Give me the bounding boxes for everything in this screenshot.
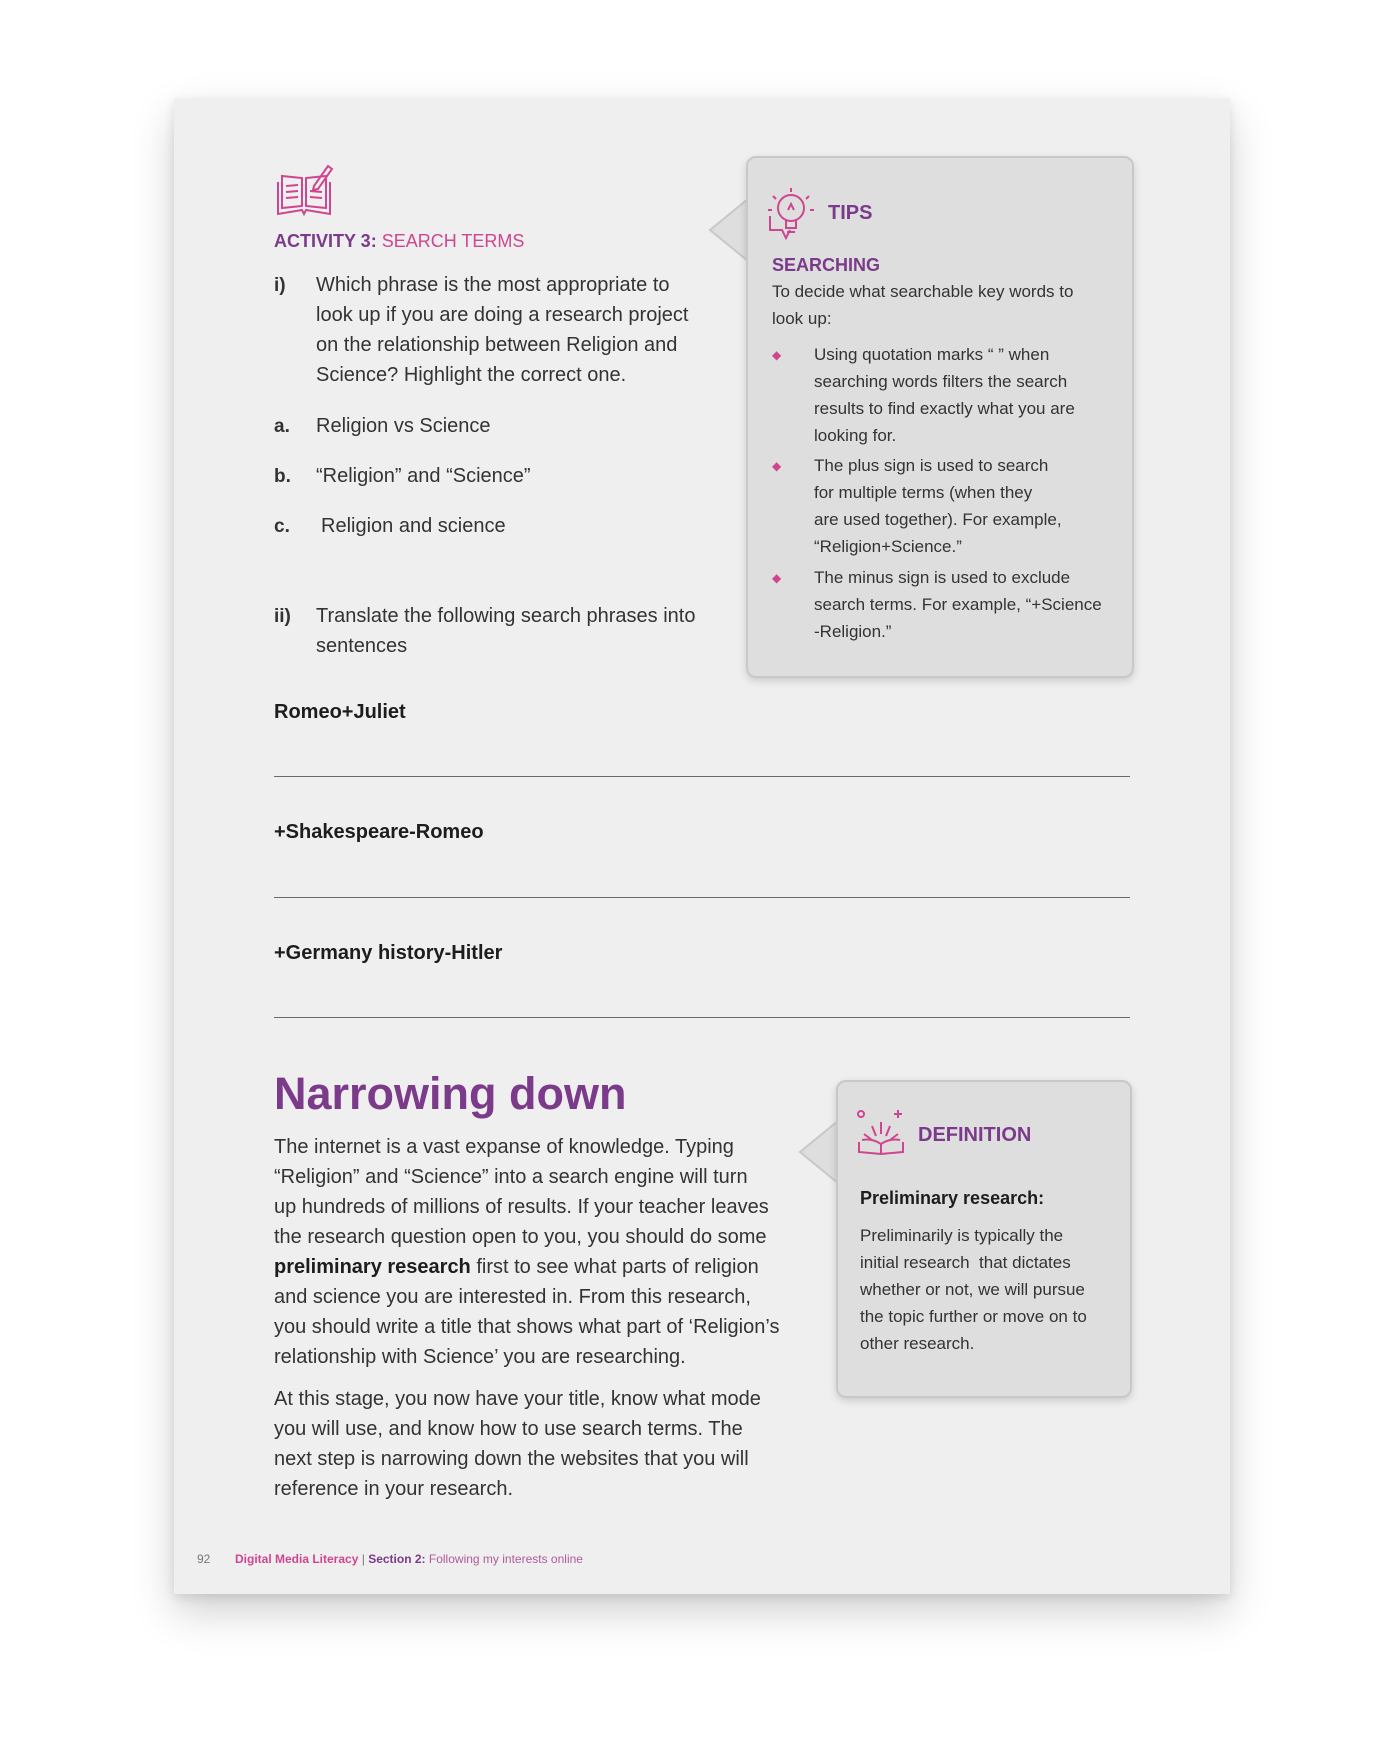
diamond-bullet-icon: ◆	[772, 348, 782, 362]
tips-bullet-3	[814, 564, 1102, 645]
search-phrase-1: Romeo+Juliet	[274, 701, 406, 723]
page-footer	[235, 1552, 583, 1566]
tips-bullet-line: The plus sign is used to search	[814, 456, 1049, 475]
paragraph-line: and science you are interested in. From this research,	[274, 1286, 751, 1308]
paragraph-fragment: first to see what parts of religion	[470, 1256, 759, 1278]
tips-bullet-line: “Religion+Science.”	[814, 537, 962, 556]
option-c-label: c.	[274, 516, 290, 537]
section-heading: Narrowing down	[274, 1068, 627, 1119]
narrowing-paragraph-2	[274, 1384, 794, 1504]
answer-line-3[interactable]	[274, 1017, 1130, 1018]
open-book-sparkle-icon	[856, 1108, 906, 1158]
definition-line: initial research that dictates	[860, 1253, 1071, 1272]
activity-title	[274, 231, 524, 252]
paragraph-line: “Religion” and “Science” into a search engine will turn	[274, 1166, 748, 1188]
writing-book-icon	[274, 160, 334, 220]
definition-heading: DEFINITION	[918, 1124, 1032, 1146]
definition-line: the topic further or move on to	[860, 1307, 1087, 1326]
question-2-line: Translate the following search phrases into	[316, 605, 696, 627]
option-c-text: Religion and science	[321, 515, 506, 537]
paragraph-line: you should write a title that shows what part of ‘Religion’s	[274, 1316, 780, 1338]
question-1-line: on the relationship between Religion and	[316, 334, 678, 356]
tips-bullet-line: search terms. For example, “+Science	[814, 595, 1102, 614]
activity-number: ACTIVITY 3:	[274, 231, 377, 251]
tips-intro	[772, 278, 1073, 332]
definition-text	[860, 1222, 1087, 1357]
diamond-bullet-icon: ◆	[772, 459, 782, 473]
question-1-line: Science? Highlight the correct one.	[316, 364, 627, 386]
tips-bullet-1	[814, 341, 1075, 449]
diamond-bullet-icon: ◆	[772, 571, 782, 585]
footer-separator: |	[361, 1552, 365, 1566]
question-2-label: ii)	[274, 606, 291, 627]
answer-line-1[interactable]	[274, 776, 1130, 777]
activity-subtitle: SEARCH TERMS	[381, 231, 525, 251]
paragraph-line: the research question open to you, you should do some	[274, 1226, 767, 1248]
page-number: 92	[197, 1552, 211, 1566]
tips-bullet-line: for multiple terms (when they	[814, 483, 1033, 502]
lightbulb-icon	[766, 186, 816, 242]
footer-section: Section 2:	[368, 1552, 426, 1566]
paragraph-line	[274, 1252, 794, 1282]
question-1-line: Which phrase is the most appropriate to	[316, 274, 670, 296]
search-phrase-3: +Germany history-Hitler	[274, 942, 503, 964]
option-a-text: Religion vs Science	[316, 415, 491, 437]
definition-line: other research.	[860, 1334, 975, 1353]
tips-bullet-line: searching words filters the search	[814, 372, 1068, 391]
question-1-line: look up if you are doing a research project	[316, 304, 689, 326]
question-2-text	[316, 601, 695, 661]
question-2-line: sentences	[316, 635, 408, 657]
question-1-text	[316, 270, 688, 390]
narrowing-paragraph-1	[274, 1132, 794, 1372]
search-phrase-2: +Shakespeare-Romeo	[274, 821, 484, 843]
definition-line: Preliminarily is typically the	[860, 1226, 1064, 1245]
option-b-text: “Religion” and “Science”	[316, 465, 531, 487]
paragraph-line: reference in your research.	[274, 1478, 514, 1500]
bold-term: preliminary research	[274, 1256, 471, 1278]
paragraph-line: you will use, and know how to use search terms. The	[274, 1418, 743, 1440]
answer-line-2[interactable]	[274, 897, 1130, 898]
tips-heading: TIPS	[828, 202, 873, 224]
tips-bullet-2	[814, 452, 1062, 560]
paragraph-line: The internet is a vast expanse of knowledge. Typing	[274, 1136, 734, 1158]
footer-section-title: Following my interests online	[428, 1552, 583, 1566]
tips-intro-line: look up:	[772, 309, 832, 328]
paragraph-line: up hundreds of millions of results. If your teacher leaves	[274, 1196, 769, 1218]
paragraph-line: relationship with Science’ you are researching.	[274, 1346, 686, 1368]
tips-bullet-line: The minus sign is used to exclude	[814, 568, 1071, 587]
tips-bullet-line: -Religion.”	[814, 622, 892, 641]
question-1-label: i)	[274, 275, 286, 296]
tips-bullet-line: looking for.	[814, 426, 897, 445]
tips-bullet-line: results to find exactly what you are	[814, 399, 1075, 418]
definition-line: whether or not, we will pursue	[860, 1280, 1085, 1299]
tips-bullet-line: Using quotation marks “ ” when	[814, 345, 1050, 364]
paragraph-line: At this stage, you now have your title, know what mode	[274, 1388, 761, 1410]
tips-intro-line: To decide what searchable key words to	[772, 282, 1074, 301]
option-b-label: b.	[274, 466, 291, 487]
definition-term: Preliminary research:	[860, 1188, 1045, 1208]
paragraph-line: next step is narrowing down the websites that you will	[274, 1448, 749, 1470]
footer-book-title: Digital Media Literacy	[235, 1552, 359, 1566]
tips-bullet-line: are used together). For example,	[814, 510, 1062, 529]
tips-subheading: SEARCHING	[772, 255, 881, 275]
option-a-label: a.	[274, 416, 290, 437]
